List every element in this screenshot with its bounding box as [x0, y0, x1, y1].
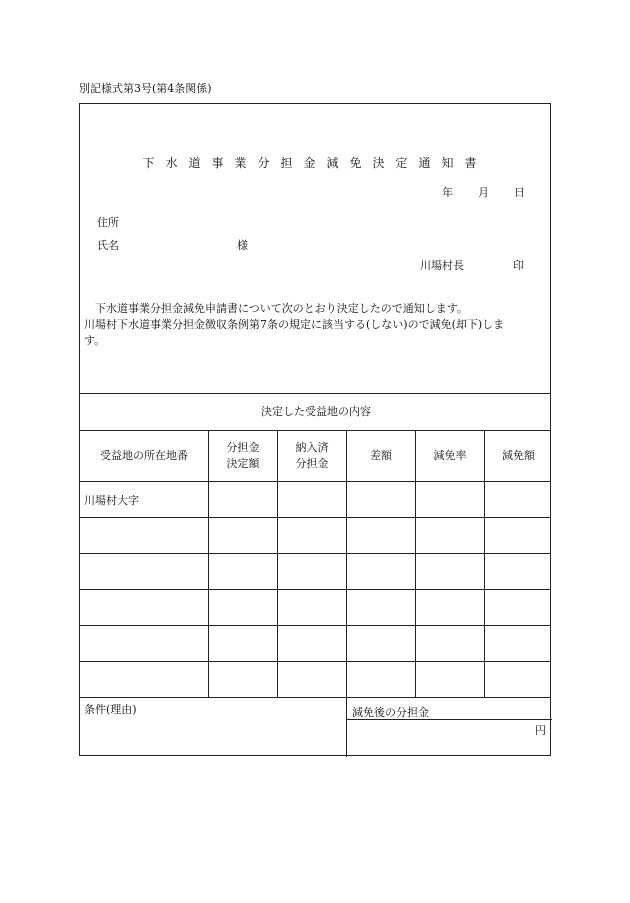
divider: [80, 589, 550, 590]
form-reference: 別記様式第3号(第4条関係): [79, 82, 212, 95]
conditions-label: 条件(理由): [84, 703, 137, 716]
honorific: 様: [237, 239, 248, 252]
address-label: 住所: [97, 216, 119, 229]
form-title: 下水道事業分担金減免決定通知書: [142, 156, 488, 170]
divider: [80, 661, 550, 662]
col-header-paid-amount: 納入済 分担金: [295, 441, 329, 470]
body-line-1: 下水道事業分担金減免申請書について次のとおり決定したので通知します。: [95, 302, 468, 315]
divider: [80, 553, 550, 554]
row-location-prefix: 川場村大字: [84, 494, 139, 507]
notice-form: [79, 103, 551, 756]
col-header-assessed-amount: 分担金 決定額: [226, 441, 260, 470]
divider: [80, 697, 550, 698]
col-header-reduction-rate: 減免率: [433, 449, 467, 462]
issuer-title: 川場村長: [420, 259, 464, 272]
divider: [80, 625, 550, 626]
col-header-difference: 差額: [370, 449, 392, 462]
body-line-2: 川場村下水道事業分担金徴収条例第7条の規定に該当する(しない)ので減免(却下)しま: [84, 318, 505, 331]
table-caption: 決定した受益地の内容: [261, 405, 371, 418]
name-label: 氏名: [97, 239, 119, 252]
divider: [80, 481, 550, 482]
body-line-3: す。: [84, 334, 106, 347]
col-header-location: 受益地の所在地番: [100, 449, 188, 462]
after-reduction-label: 減免後の分担金: [352, 706, 429, 719]
divider: [80, 517, 550, 518]
yen-unit: 円: [535, 724, 546, 737]
date-day: 日: [514, 186, 525, 199]
col-header-reduction-amount: 減免額: [502, 449, 535, 462]
seal-mark: 印: [513, 259, 524, 272]
date-year: 年: [442, 186, 453, 199]
date-month: 月: [478, 186, 489, 199]
